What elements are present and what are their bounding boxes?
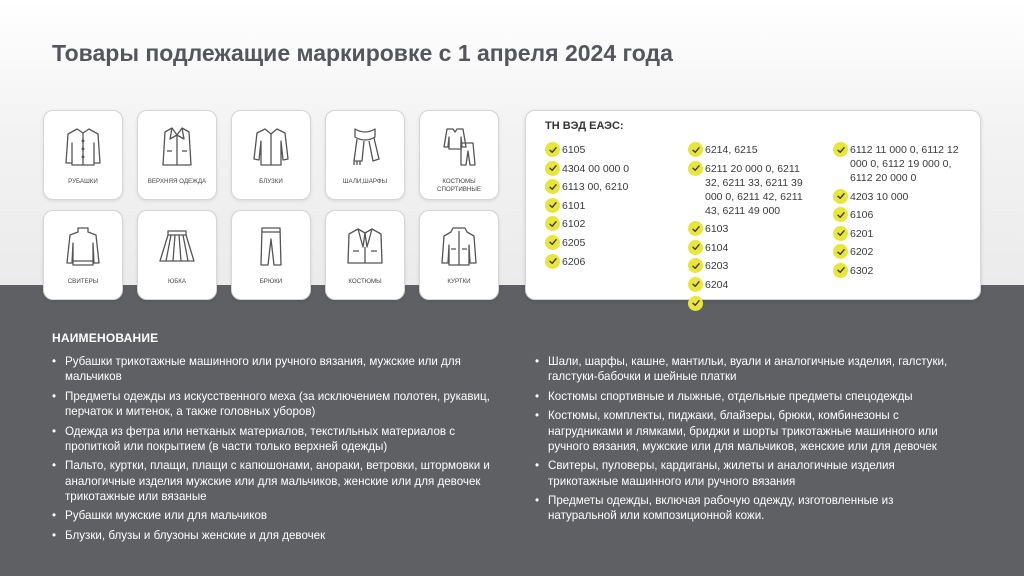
tile-outerwear xyxy=(137,110,217,200)
list-item: • Пальто, куртки, плащи, плащи с капюшонами, анораки, ветровки, штормовки и аналогичные изделия мужские или для мальчиков, женские или для девочек трикотажные или вязаные xyxy=(52,458,492,504)
code-text: 6113 00, 6210 xyxy=(562,181,629,194)
code-text: 6102 xyxy=(562,218,586,231)
code-item xyxy=(545,180,662,194)
code-text: 6104 xyxy=(705,241,729,254)
code-text: 6205 xyxy=(562,236,586,249)
check-icon xyxy=(545,235,560,250)
check-icon xyxy=(688,240,703,255)
tile-blouses xyxy=(231,110,311,200)
code-item xyxy=(833,227,962,241)
tile-label: ШАЛИ,ШАРФЫ xyxy=(342,178,388,185)
page-title: Товары подлежащие маркировке с 1 апреля 2024 года xyxy=(52,40,673,66)
sweater-icon xyxy=(63,211,103,272)
tile-scarves xyxy=(325,110,405,200)
codes-title: ТН ВЭД ЕАЭС: xyxy=(545,120,624,132)
coat-icon xyxy=(157,111,197,172)
tile-label: КУРТКИ xyxy=(447,278,471,285)
tile-shirts xyxy=(43,110,123,200)
check-icon xyxy=(688,142,703,157)
check-icon xyxy=(833,189,848,204)
tile-label: БЛУЗКИ xyxy=(259,178,283,185)
code-text: 6202 xyxy=(850,246,874,259)
code-item xyxy=(688,241,817,255)
code-item xyxy=(545,236,662,250)
code-item xyxy=(688,278,817,292)
check-icon xyxy=(833,244,848,259)
code-item xyxy=(545,199,662,213)
code-text: 6204 xyxy=(705,278,729,291)
code-item xyxy=(833,208,962,222)
tracksuit-icon xyxy=(439,111,479,172)
tile-label: КОСТЮМЫ СПОРТИВНЫЕ xyxy=(436,178,481,193)
code-item xyxy=(688,162,817,218)
list-item: • Предметы одежды, включая рабочую одежду, изготовленные из натуральной или композиционной кожи. xyxy=(535,493,965,523)
tile-label: РУБАШКИ xyxy=(68,178,98,185)
code-item xyxy=(545,217,662,231)
tile-skirt xyxy=(137,210,217,300)
check-icon xyxy=(545,161,560,176)
code-text: 6214, 6215 xyxy=(705,144,758,156)
codes-column-3 xyxy=(833,143,962,283)
check-icon xyxy=(545,216,560,231)
list-item: • Предметы одежды из искусственного меха (за исключением полотен, рукавиц, перчаток и митенок, а также головных уборов) xyxy=(52,389,492,419)
check-icon xyxy=(688,161,703,176)
check-icon xyxy=(688,277,703,292)
check-icon xyxy=(545,142,560,157)
code-text: 6201 xyxy=(850,227,874,240)
codes-column-2 xyxy=(688,143,817,315)
check-icon xyxy=(833,207,848,222)
tile-label: ВЕРХНЯЯ ОДЕЖДА xyxy=(147,178,207,185)
check-icon xyxy=(833,263,848,278)
check-icon xyxy=(545,198,560,213)
code-item xyxy=(688,297,817,311)
list-item: • Рубашки мужские или для мальчиков xyxy=(52,508,492,523)
tile-label: БРЮКИ xyxy=(259,278,283,285)
code-item xyxy=(545,162,662,176)
tile-jackets xyxy=(419,210,499,300)
code-text: 4304 00 000 0 xyxy=(562,162,630,175)
list-item: • Свитеры, пуловеры, кардиганы, жилеты и аналогичные изделия трикотажные машинного или ручного вязания xyxy=(535,458,965,488)
code-text: 6103 xyxy=(705,223,729,236)
code-item xyxy=(833,143,962,185)
blouse-icon xyxy=(251,111,291,172)
scarf-icon xyxy=(345,111,385,172)
code-text: 6203 xyxy=(705,260,729,273)
code-item xyxy=(545,255,662,269)
code-text: 6211 20 000 0, 6211 32, 6211 33, 6211 39 000 0, 6211 42, 6211 43, 6211 49 000 xyxy=(705,162,803,217)
trousers-icon xyxy=(251,211,291,272)
check-icon xyxy=(545,254,560,269)
codes-column-1 xyxy=(545,143,662,273)
code-item xyxy=(833,264,962,278)
check-icon xyxy=(545,179,560,194)
list-item: • Одежда из фетра или нетканых материалов, текстильных материалов с пропиткой или покрытием (в части только верхней одежды) xyxy=(52,424,492,454)
code-item xyxy=(688,259,817,273)
code-item xyxy=(688,222,817,236)
code-text: 6206 xyxy=(562,255,586,268)
tile-tracksuits xyxy=(419,110,499,200)
list-item: • Костюмы, комплекты, пиджаки, блайзеры, брюки, комбинезоны с нагрудниками и лямками, бриджи и шорты трикотажные машинного или ручного вязания, мужские или для мальчиков, женские или для девочек xyxy=(535,408,965,454)
code-text: 6112 11 000 0, 6112 12 000 0, 6112 19 000 0, 6112 20 000 0 xyxy=(850,144,959,184)
list-item: • Костюмы спортивные и лыжные, отдельные предметы спецодежды xyxy=(535,389,965,404)
tile-trousers xyxy=(231,210,311,300)
code-text: 4203 10 000 xyxy=(850,190,909,203)
skirt-icon xyxy=(157,211,197,272)
tile-label: КОСТЮМЫ xyxy=(348,278,382,285)
code-text: 6105 xyxy=(562,144,586,156)
code-text: 6106 xyxy=(850,209,874,222)
check-icon xyxy=(688,221,703,236)
code-item xyxy=(688,143,817,157)
check-icon xyxy=(833,142,848,157)
code-item xyxy=(833,245,962,259)
code-item xyxy=(833,190,962,204)
naimenovanie-list-left xyxy=(52,354,492,548)
naimenovanie-list-right xyxy=(535,354,965,528)
code-text: 6101 xyxy=(562,199,586,212)
list-item: • Шали, шарфы, кашне, мантильи, вуали и аналогичные изделия, галстуки, галстуки-бабочки и шейные платки xyxy=(535,354,965,384)
naimenovanie-title: НАИМЕНОВАНИЕ xyxy=(52,331,159,345)
code-text: 6302 xyxy=(850,264,874,277)
jacket-icon xyxy=(439,211,479,272)
code-item xyxy=(545,143,662,157)
list-item: • Блузки, блузы и блузоны женские и для девочек xyxy=(52,528,492,543)
check-icon xyxy=(688,296,703,311)
tile-label: ЮБКА xyxy=(167,278,187,285)
tile-label: СВИТЕРЫ xyxy=(67,278,99,285)
tile-sweaters xyxy=(43,210,123,300)
shirt-icon xyxy=(63,111,103,172)
suit-icon xyxy=(345,211,385,272)
check-icon xyxy=(833,226,848,241)
tile-suits xyxy=(325,210,405,300)
list-item: • Рубашки трикотажные машинного или ручного вязания, мужские или для мальчиков xyxy=(52,354,492,384)
check-icon xyxy=(688,258,703,273)
